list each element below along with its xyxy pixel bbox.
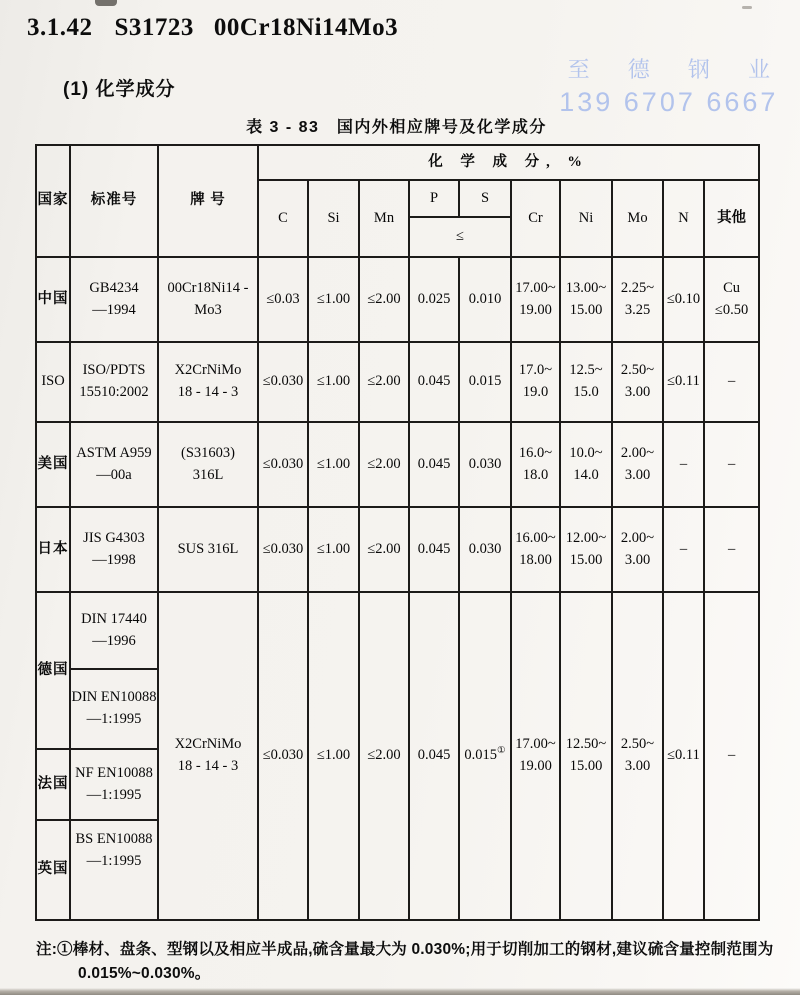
watermark-company: 至 德 钢 业 (567, 57, 786, 82)
value-other: – (704, 592, 759, 920)
table-row-japan (36, 507, 759, 592)
country-cell-germany: 德国 (36, 592, 70, 749)
value-Ni: 13.00~ 15.00 (560, 257, 612, 342)
value-Ni: 10.0~ 14.0 (560, 422, 612, 507)
standard-cell: DIN 17440 —1996 (70, 592, 158, 669)
value-Mo: 2.00~ 3.00 (612, 422, 663, 507)
scan-smudge-top (95, 0, 117, 6)
value-P: 0.045 (409, 507, 459, 592)
value-Mo: 2.50~ 3.00 (612, 342, 663, 422)
col-header-C: C (258, 180, 308, 257)
value-N: – (663, 422, 704, 507)
value-Si: ≤1.00 (308, 507, 359, 592)
country-cell: 日本 (36, 507, 70, 592)
value-S: 0.010 (459, 257, 511, 342)
col-header-Cr: Cr (511, 180, 560, 257)
value-P: 0.045 (409, 422, 459, 507)
value-Cr: 17.00~ 19.00 (511, 257, 560, 342)
scan-bottom-edge (0, 988, 800, 995)
header-row-1 (36, 145, 759, 180)
standard-cell: DIN EN10088 —1:1995 (70, 669, 158, 749)
value-Mn: ≤2.00 (359, 257, 409, 342)
subsection-heading: (1) 化学成分 (63, 79, 176, 100)
grade-name: 00Cr18Ni14Mo3 (213, 14, 399, 41)
value-Si: ≤1.00 (308, 342, 359, 422)
value-S: 0.030 (459, 422, 511, 507)
value-S: 0.015① (459, 592, 511, 920)
value-Ni: 12.00~ 15.00 (560, 507, 612, 592)
max-limit-symbol: ≤ (409, 217, 511, 257)
value-Mo: 2.25~ 3.25 (612, 257, 663, 342)
standard-cell: BS EN10088 —1:1995 (70, 820, 158, 920)
value-C: ≤0.030 (258, 507, 308, 592)
grade-cell: 00Cr18Ni14 - Mo3 (158, 257, 258, 342)
country-cell-uk: 英国 (36, 820, 70, 920)
value-Ni: 12.5~ 15.0 (560, 342, 612, 422)
value-P: 0.045 (409, 592, 459, 920)
col-header-grade: 牌 号 (158, 145, 258, 257)
value-Cr: 17.00~ 19.00 (511, 592, 560, 920)
country-cell: 美国 (36, 422, 70, 507)
value-Mn: ≤2.00 (359, 507, 409, 592)
col-header-P: P (409, 180, 459, 217)
country-cell-france: 法国 (36, 749, 70, 820)
value-other: – (704, 342, 759, 422)
col-header-country: 国家 (36, 145, 70, 257)
watermark (552, 56, 786, 119)
value-P: 0.045 (409, 342, 459, 422)
table-row-china (36, 257, 759, 342)
value-Cr: 17.0~ 19.0 (511, 342, 560, 422)
value-S: 0.030 (459, 507, 511, 592)
col-header-Si: Si (308, 180, 359, 257)
watermark-phone: 139 6707 6667 (559, 86, 779, 117)
value-Cr: 16.0~ 18.0 (511, 422, 560, 507)
value-Si: ≤1.00 (308, 592, 359, 920)
value-Mo: 2.50~ 3.00 (612, 592, 663, 920)
grade-cell: SUS 316L (158, 507, 258, 592)
table-caption: 表 3 - 83 国内外相应牌号及化学成分 (246, 119, 547, 136)
section-number: 3.1.42 (27, 14, 93, 41)
page-title (27, 14, 398, 42)
value-Si: ≤1.00 (308, 422, 359, 507)
country-cell: ISO (36, 342, 70, 422)
footnote-marker: ① (497, 746, 506, 757)
grade-cell: (S31603) 316L (158, 422, 258, 507)
value-P: 0.025 (409, 257, 459, 342)
uns-number: S31723 (114, 14, 194, 41)
col-header-standard: 标准号 (70, 145, 158, 257)
value-C: ≤0.030 (258, 592, 308, 920)
standard-cell: NF EN10088 —1:1995 (70, 749, 158, 820)
col-header-Mo: Mo (612, 180, 663, 257)
country-cell: 中国 (36, 257, 70, 342)
value-Mn: ≤2.00 (359, 592, 409, 920)
value-N: – (663, 507, 704, 592)
value-N: ≤0.11 (663, 592, 704, 920)
grade-cell: X2CrNiMo 18 - 14 - 3 (158, 342, 258, 422)
value-other: – (704, 507, 759, 592)
table-row-iso (36, 342, 759, 422)
value-Mn: ≤2.00 (359, 342, 409, 422)
col-header-Ni: Ni (560, 180, 612, 257)
composition-table (35, 144, 760, 921)
value-other: – (704, 422, 759, 507)
footnote-line-2: 0.015%~0.030%。 (78, 965, 211, 983)
value-N: ≤0.11 (663, 342, 704, 422)
value-Si: ≤1.00 (308, 257, 359, 342)
col-header-other: 其他 (704, 180, 759, 257)
value-other: Cu ≤0.50 (704, 257, 759, 342)
footnote-line-1: 注:①棒材、盘条、型钢以及相应半成品,硫含量最大为 0.030%;用于切削加工的钢材,建议硫含量控制范围为 (36, 941, 774, 958)
standard-cell: GB4234 —1994 (70, 257, 158, 342)
value-Cr: 16.00~ 18.00 (511, 507, 560, 592)
standard-cell: ISO/PDTS 15510:2002 (70, 342, 158, 422)
value-C: ≤0.030 (258, 422, 308, 507)
standard-cell: JIS G4303 —1998 (70, 507, 158, 592)
col-header-composition: 化 学 成 分, % (258, 145, 759, 180)
value-N: ≤0.10 (663, 257, 704, 342)
value-S: 0.015 (459, 342, 511, 422)
value-C: ≤0.03 (258, 257, 308, 342)
value-C: ≤0.030 (258, 342, 308, 422)
footnote (36, 938, 786, 986)
table-row-germany-1 (36, 592, 759, 669)
value-Mn: ≤2.00 (359, 422, 409, 507)
table-row-usa (36, 422, 759, 507)
col-header-S: S (459, 180, 511, 217)
scan-speck-top-right (742, 6, 752, 9)
value-Mo: 2.00~ 3.00 (612, 507, 663, 592)
grade-cell-europe: X2CrNiMo 18 - 14 - 3 (158, 592, 258, 920)
value-Ni: 12.50~ 15.00 (560, 592, 612, 920)
standard-cell: ASTM A959 —00a (70, 422, 158, 507)
col-header-Mn: Mn (359, 180, 409, 257)
col-header-N: N (663, 180, 704, 257)
